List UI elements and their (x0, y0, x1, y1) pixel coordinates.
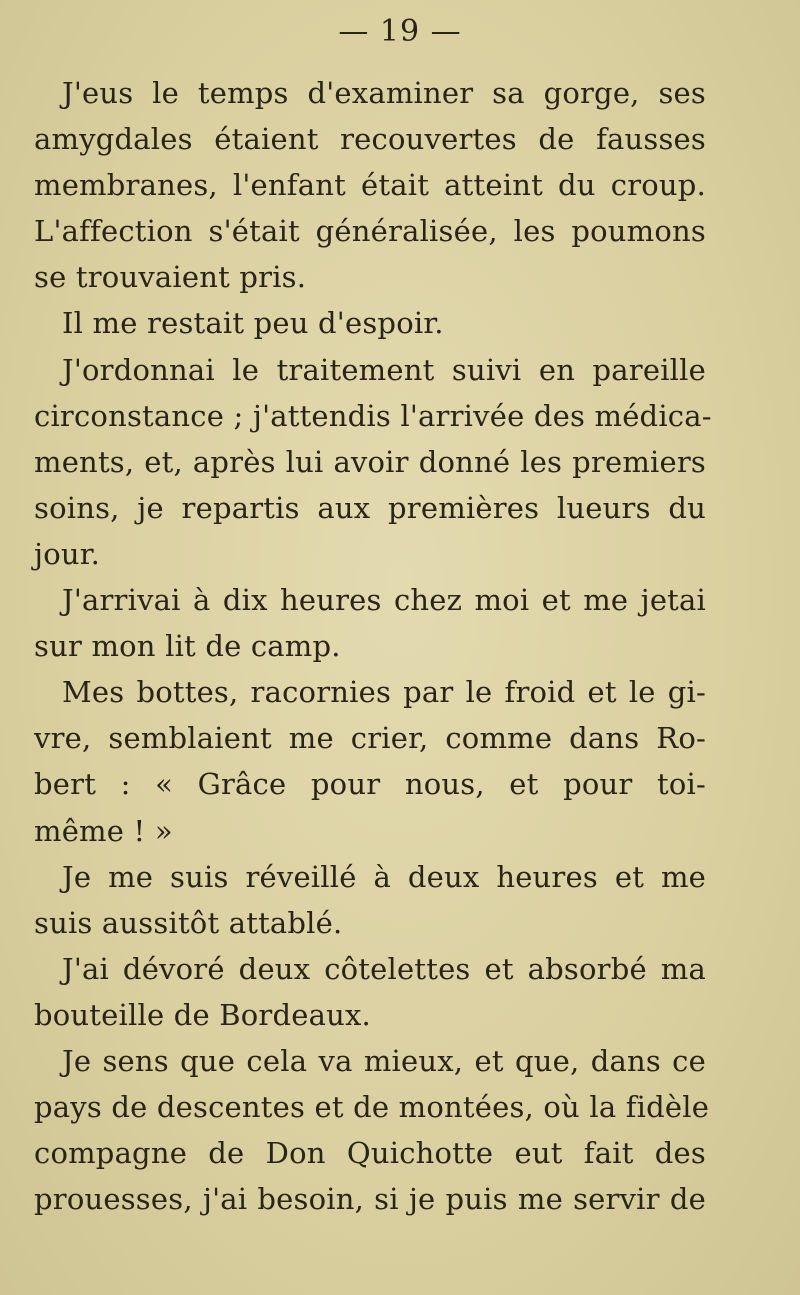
page-number: — 19 — (338, 14, 462, 49)
text-line: Je me suis réveillé à deux heures et me (62, 859, 706, 894)
text-line: circonstance ; j'attendis l'arrivée des médica- (34, 398, 712, 433)
text-line: J'ai dévoré deux côtelettes et absorbé ma (62, 951, 706, 986)
text-line: amygdales étaient recouvertes de fausses (34, 122, 706, 157)
text-line: bert : « Grâce pour nous, et pour toi- (34, 767, 706, 802)
text-line: L'affection s'était généralisée, les poumons (34, 214, 706, 249)
text-line: suis aussitôt attablé. (34, 905, 343, 940)
text-line: bouteille de Bordeaux. (34, 997, 371, 1032)
text-line: même ! » (34, 813, 173, 848)
text-line: prouesses, j'ai besoin, si je puis me servir de (34, 1182, 706, 1217)
text-line: membranes, l'enfant était atteint du croup. (34, 168, 706, 203)
text-line: soins, je repartis aux premières lueurs du (34, 490, 706, 525)
text-line: Il me restait peu d'espoir. (62, 306, 444, 341)
text-line: jour. (34, 536, 101, 571)
text-line: ments, et, après lui avoir donné les premiers (34, 444, 706, 479)
text-line: J'arrivai à dix heures chez moi et me jetai (62, 583, 706, 618)
text-line: J'eus le temps d'examiner sa gorge, ses (62, 76, 706, 110)
text-line: Mes bottes, racornies par le froid et le gi- (62, 675, 706, 710)
text-line: J'ordonnai le traitement suivi en pareille (62, 352, 706, 387)
text-line: vre, semblaient me crier, comme dans Ro- (34, 721, 706, 756)
text-line: sur mon lit de camp. (34, 629, 341, 664)
text-line: Je sens que cela va mieux, et que, dans ce (62, 1043, 706, 1078)
text-line: se trouvaient pris. (34, 260, 307, 295)
text-line: compagne de Don Quichotte eut fait des (34, 1136, 706, 1171)
page-body-text (34, 70, 712, 1222)
text-line: pays de descentes et de montées, où la fidèle (34, 1090, 710, 1125)
